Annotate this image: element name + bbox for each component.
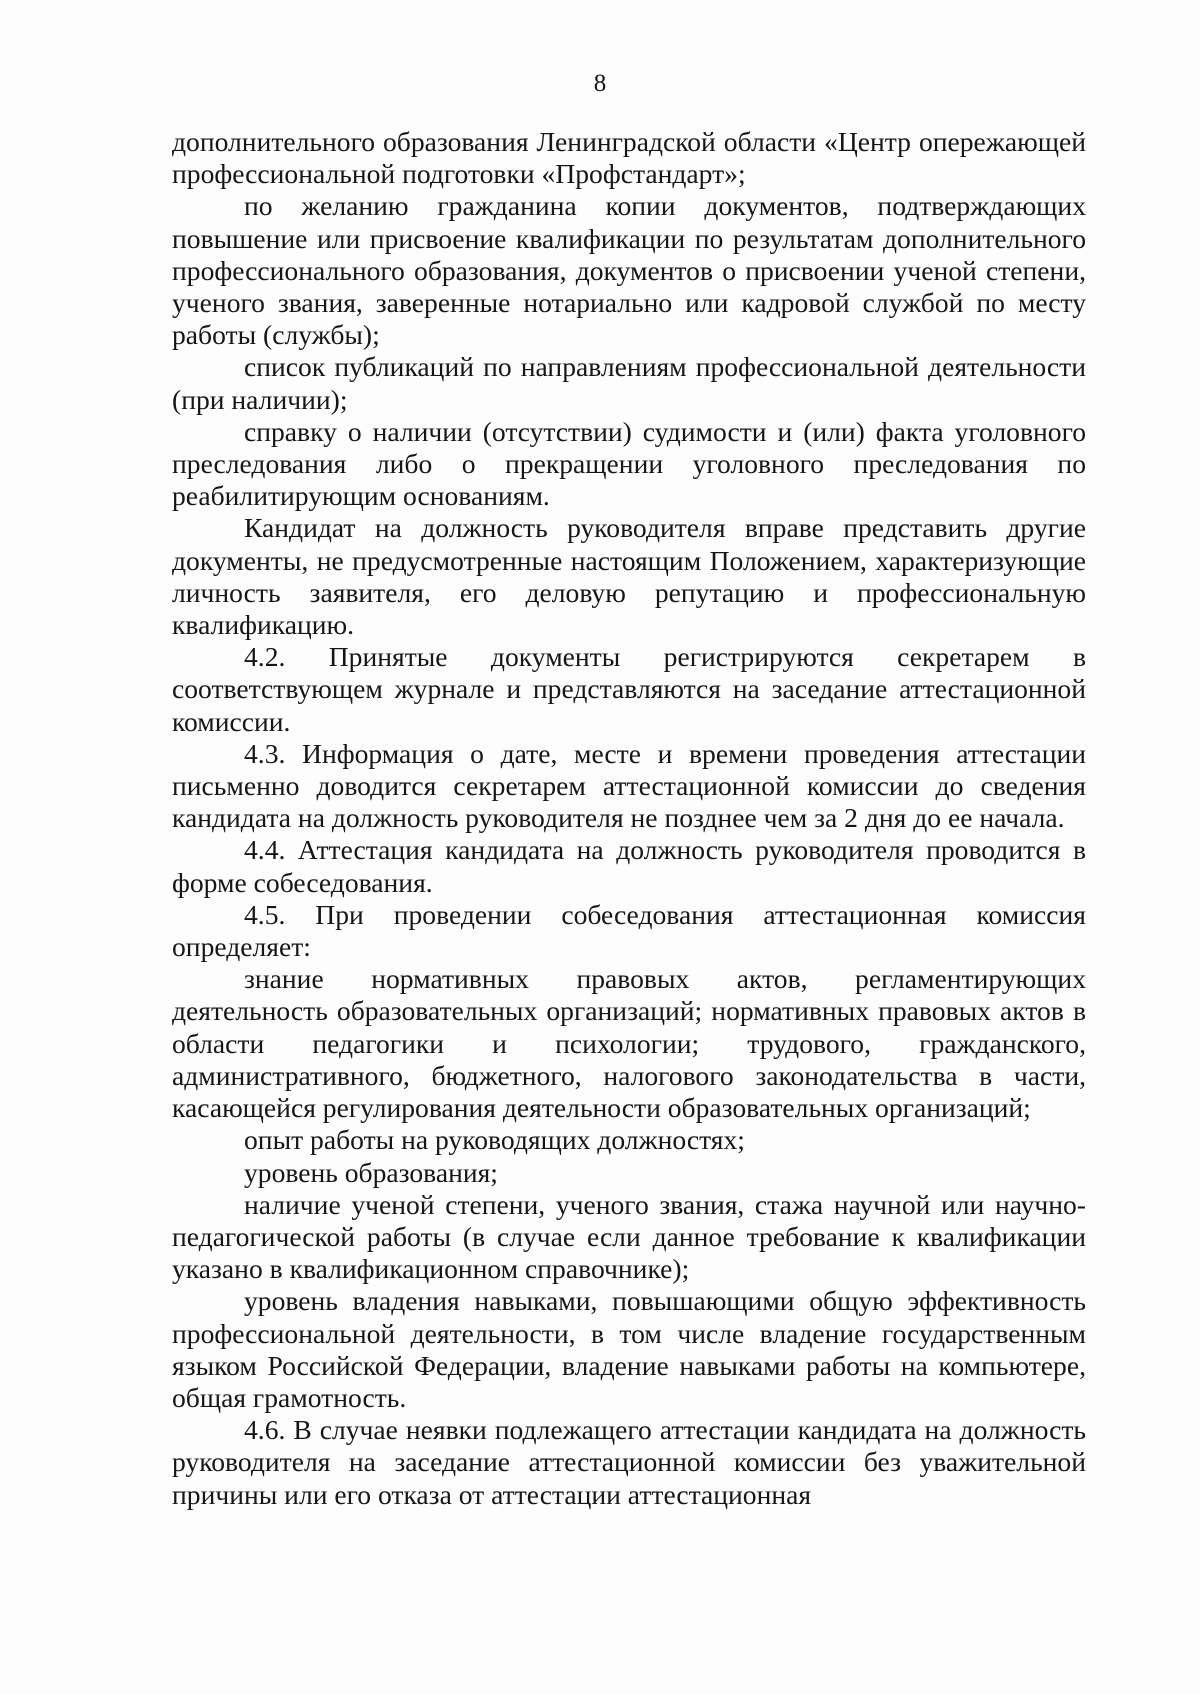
paragraph: 4.5. При проведении собеседования аттестационная комиссия определяет:	[172, 898, 1086, 963]
paragraph: дополнительного образования Ленинградской области «Центр опережающей профессиональной подготовки «Профстандарт»;	[172, 126, 1086, 190]
paragraph: 4.3. Информация о дате, месте и времени проведения аттестации письменно доводится секретарем аттестационной комиссии до сведения кандидата на должность руководителя не позднее чем за 2 дня до ее начала.	[172, 737, 1086, 834]
paragraph: уровень владения навыками, повышающими общую эффективность профессиональной деятельности, в том числе владение государственным языком Российской Федерации, владение навыками работы на компьютере, общая грамотность.	[172, 1285, 1086, 1413]
paragraph: опыт работы на руководящих должностях;	[244, 1124, 745, 1156]
paragraph: 4.6. В случае неявки подлежащего аттестации кандидата на должность руководителя на заседание аттестационной комиссии без уважительной причины или его отказа от аттестации аттестационная	[172, 1414, 1086, 1510]
paragraph: по желанию гражданина копии документов, подтверждающих повышение или присвоение квалификации по результатам дополнительного профессионального образования, документов о присвоении ученой степени, ученого звания, заверенные нотариально или кадровой службой по месту работы (службы);	[172, 190, 1086, 351]
document-body	[172, 126, 1086, 1511]
paragraph: уровень образования;	[244, 1156, 498, 1188]
paragraph: Кандидат на должность руководителя вправе представить другие документы, не предусмотренные настоящим Положением, характеризующие личность заявителя, его деловую репутацию и профессиональную квалификацию.	[172, 512, 1086, 641]
paragraph: наличие ученой степени, ученого звания, стажа научной или научно-педагогической работы (в случае если данное требование к квалификации указано в квалификационном справочнике);	[172, 1188, 1086, 1285]
paragraph: 4.2. Принятые документы регистрируются секретарем в соответствующем журнале и представляются на заседание аттестационной комиссии.	[172, 641, 1086, 737]
paragraph: справку о наличии (отсутствии) судимости и (или) факта уголовного преследования либо о прекращении уголовного преследования по реабилитирующим основаниям.	[172, 415, 1086, 512]
paragraph: 4.4. Аттестация кандидата на должность руководителя проводится в форме собеседования.	[172, 834, 1086, 898]
page-number: 8	[593, 70, 607, 97]
paragraph: знание нормативных правовых актов, регламентирующих деятельность образовательных организаций; нормативных правовых актов в области педагогики и психологии; трудового, гражданского, административного, бюджетного, налогового законодательства в части, касающейся регулирования деятельности образовательных организаций;	[172, 963, 1086, 1124]
paragraph: список публикаций по направлениям профессиональной деятельности (при наличии);	[172, 351, 1086, 415]
